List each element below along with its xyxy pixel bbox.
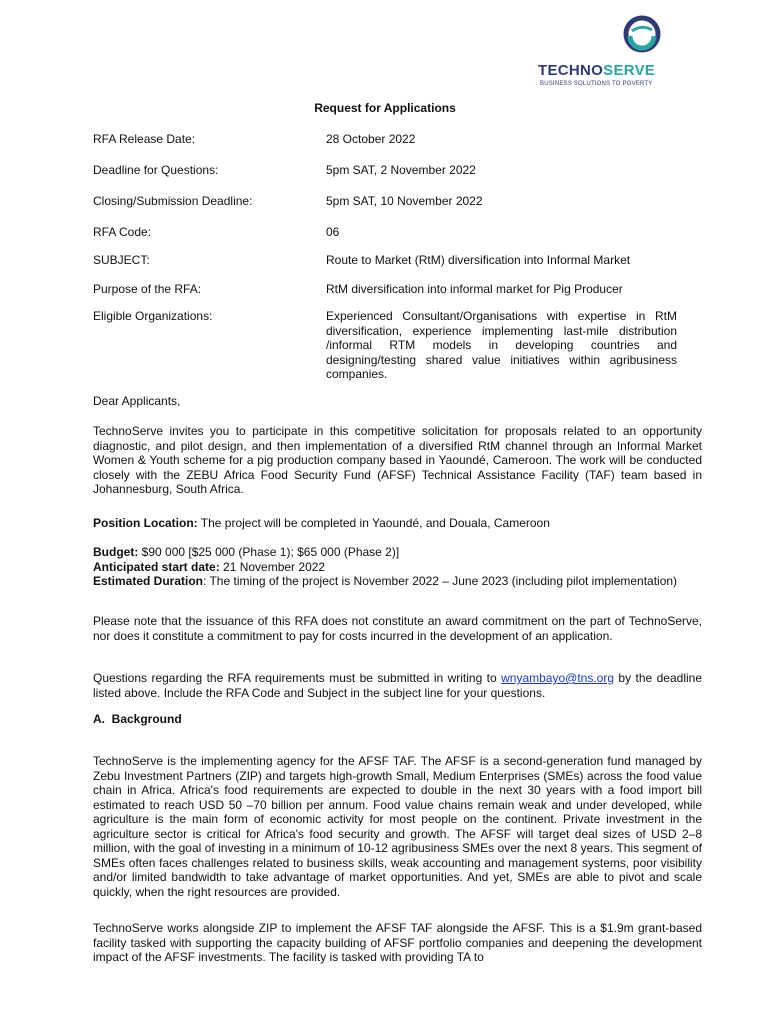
field-value-subject: Route to Market (RtM) diversification into Informal Market (326, 253, 631, 267)
questions-text-after: by the deadline listed above. Include the RFA Code and Subject in the subject line for your questions. (93, 671, 702, 700)
salutation: Dear Applicants, (93, 394, 181, 408)
field-label-rfa-code: RFA Code: (93, 225, 152, 239)
logo-word-techno: TECHNO (538, 62, 604, 79)
start-date-text: 21 November 2022 (219, 559, 326, 574)
budget-line (93, 545, 702, 560)
budget-label: Budget: (93, 545, 139, 559)
field-value-rfa-code: 06 (326, 225, 340, 239)
background-paragraph-2: TechnoServe works alongside ZIP to implement the AFSF TAF alongside the AFSF. This is a $1.9m grant-based facility tasked with supporting the capacity building of AFSF portfolio companies and deepening the development impact of the AFSF investments. The facility is tasked with providing TA to (93, 921, 702, 964)
field-label-deadline-questions: Deadline for Questions: (93, 163, 219, 177)
document-title: Request for Applications (314, 101, 456, 115)
field-label-closing-deadline: Closing/Submission Deadline: (93, 194, 253, 208)
field-value-eligible-orgs: Experienced Consultant/Organisations with expertise in RtM diversification, experience implementing last-mile distribution /informal RTM models in developing countries and designing/testing shared value initiatives within agribusiness companies. (326, 309, 677, 381)
budget-block (93, 545, 702, 589)
questions-text-before: Questions regarding the RFA requirements must be submitted in writing to (93, 671, 502, 685)
position-location-text: The project will be completed in Yaoundé, and Douala, Cameroon (197, 516, 550, 530)
position-location (93, 516, 702, 531)
background-paragraph-1: TechnoServe is the implementing agency for the AFSF TAF. The AFSF is a second-generation fund managed by Zebu Investment Partners (ZIP) and targets high-growth Small, Medium Enterprises (SMEs) across the food value chain in Africa. Africa's food requirements are expected to double in the next 30 years with a food import bill estimated to reach USD 50 –70 billion per annum. Food value chains remain weak and under developed, while agriculture is the main form of economic activity for most people on the continent. Private investment in the agriculture sector is critical for Africa's food security and growth. The AFSF will target deal sizes of USD 2–8 million, with the goal of investing in a minimum of 10-12 agribusiness SMEs over the next 8 years. This segment of SMEs often faces challenges related to business skills, weak accounting and management systems, poor visibility and/or limited bandwidth to take advantage of market opportunities. And yet, SMEs are able to pivot and scale quickly, when the right resources are provided. (93, 754, 702, 899)
start-date-label: Anticipated start date: (93, 559, 220, 574)
duration-line (93, 574, 702, 589)
field-value-closing-deadline: 5pm SAT, 10 November 2022 (326, 194, 483, 208)
field-value-purpose: RtM diversification into informal market for Pig Producer (326, 282, 623, 296)
note-paragraph: Please note that the issuance of this RFA does not constitute an award commitment on the part of TechnoServe, nor does it constitute a commitment to pay for costs incurred in the development of an application. (93, 614, 702, 643)
logo-word-serve: SERVE (603, 62, 656, 79)
budget-text: $90 000 [$25 000 (Phase 1); $65 000 (Phase 2)] (138, 545, 400, 559)
field-label-release-date: RFA Release Date: (93, 132, 196, 146)
field-label-purpose: Purpose of the RFA: (93, 282, 202, 296)
field-value-deadline-questions: 5pm SAT, 2 November 2022 (326, 163, 476, 177)
logo-wordmark (538, 62, 678, 79)
start-date-line (93, 560, 702, 575)
position-location-label: Position Location: (93, 516, 198, 530)
section-heading-background: A. Background (93, 712, 182, 726)
duration-label: Estimated Duration (93, 574, 204, 588)
questions-paragraph (93, 671, 702, 700)
technoserve-logo (538, 12, 678, 87)
logo-tagline: BUSINESS SOLUTIONS TO POVERTY (540, 81, 653, 87)
duration-text: : The timing of the project is November 2022 – June 2023 (including pilot implementation) (203, 574, 678, 588)
field-value-release-date: 28 October 2022 (326, 132, 416, 146)
field-label-subject: SUBJECT: (93, 253, 150, 267)
intro-paragraph: TechnoServe invites you to participate in this competitive solicitation for proposals related to an opportunity diagnostic, and pilot design, and then implementation of a diversified RtM channel through an Informal Market Women & Youth scheme for a pig production company based in Yaoundé, Cameroon. The work will be conducted closely with the ZEBU Africa Food Security Fund (AFSF) Technical Assistance Facility (TAF) team based in Johannesburg, South Africa. (93, 424, 702, 496)
contact-email-link[interactable]: wnyambayo@tns.org (501, 671, 615, 685)
field-label-eligible-orgs: Eligible Organizations: (93, 309, 213, 323)
logo-mark-icon (622, 14, 662, 54)
